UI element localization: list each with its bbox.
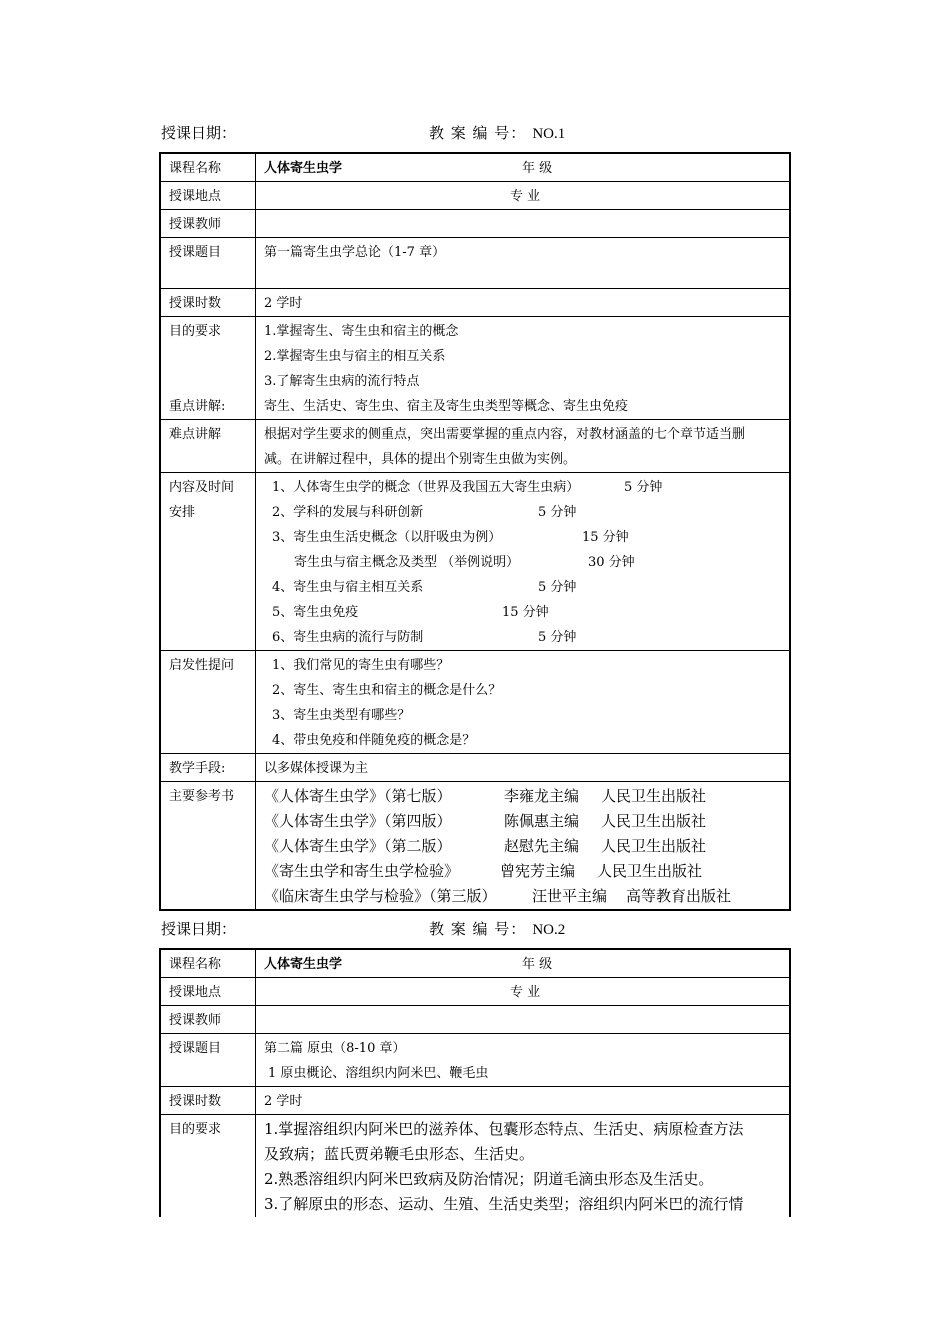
goals-cell	[256, 1115, 791, 1218]
reference-item: 《人体寄生虫学》（第四版） 陈佩惠主编 人民卫生出版社	[264, 812, 707, 830]
content-label-line1: 内容及时间	[169, 480, 235, 495]
goals-label: 目的要求	[169, 324, 222, 339]
date-label: 授课日期：	[161, 124, 237, 142]
lesson-plan-1	[159, 122, 791, 911]
hours-value: 2 学时	[256, 1087, 791, 1115]
topic-cell	[256, 1034, 791, 1087]
teacher-value	[256, 1006, 791, 1034]
grade-label: 年 级	[522, 161, 553, 176]
question-item: 3、寄生虫类型有哪些？	[272, 708, 411, 723]
references-label: 主要参考书	[160, 782, 256, 911]
location-cell	[256, 182, 791, 210]
lesson-plan-2	[159, 918, 791, 1217]
row-course	[160, 949, 790, 978]
content-item: 寄生虫与宿主概念及类型 （举例说明） 30 分钟	[294, 555, 635, 570]
content-label-line2: 安排	[169, 505, 196, 520]
question-item: 2、寄生、寄生虫和宿主的概念是什么？	[272, 683, 502, 698]
location-cell	[256, 978, 791, 1006]
content-cell-label	[160, 473, 256, 651]
location-label: 授课地点	[160, 182, 256, 210]
course-cell	[256, 949, 791, 978]
topic-line: 1 原虫概论、溶组织内阿米巴、鞭毛虫	[268, 1066, 489, 1081]
plan-number-label: 教 案 编 号：	[429, 124, 527, 142]
row-content	[160, 473, 790, 651]
date-label: 授课日期：	[161, 920, 237, 938]
teacher-label: 授课教师	[160, 1006, 256, 1034]
goal-item: 及致病；蓝氏贾弟鞭毛虫形态、生活史。	[264, 1145, 535, 1163]
row-references	[160, 782, 790, 911]
means-value: 以多媒体授课为主	[256, 754, 791, 782]
keypoints-label: 重点讲解:	[169, 399, 226, 414]
row-hours	[160, 289, 790, 317]
hours-label: 授课时数	[160, 289, 256, 317]
hours-label: 授课时数	[160, 1087, 256, 1115]
content-item: 3、寄生虫生活史概念（以肝吸虫为例） 15 分钟	[272, 530, 629, 545]
plan-header	[159, 918, 791, 948]
plan-number-value: NO.1	[532, 126, 566, 142]
content-item: 1、人体寄生虫学的概念（世界及我国五大寄生虫病） 5 分钟	[272, 480, 663, 495]
row-means	[160, 754, 790, 782]
teacher-value	[256, 210, 791, 238]
question-item: 1、我们常见的寄生虫有哪些？	[272, 658, 450, 673]
row-difficult	[160, 420, 790, 473]
row-topic	[160, 238, 790, 289]
goal-item: 2.熟悉溶组织内阿米巴致病及防治情况；阴道毛滴虫形态及生活史。	[264, 1170, 714, 1188]
difficult-line: 根据对学生要求的侧重点，突出需要掌握的重点内容，对教材涵盖的七个章节适当删	[264, 427, 746, 442]
course-cell	[256, 153, 791, 182]
plan-number-value: NO.2	[532, 922, 566, 938]
question-item: 4、带虫免疫和伴随免疫的概念是？	[272, 733, 476, 748]
course-value: 人体寄生虫学	[264, 161, 343, 176]
goal-item: 2.掌握寄生虫与宿主的相互关系	[264, 349, 446, 364]
goals-cell-label	[160, 317, 256, 420]
reference-item: 《人体寄生虫学》（第二版） 赵慰先主编 人民卫生出版社	[264, 837, 707, 855]
course-value: 人体寄生虫学	[264, 957, 343, 972]
row-teacher	[160, 210, 790, 238]
grade-label: 年 级	[522, 957, 553, 972]
topic-line: 第二篇 原虫（8-10 章）	[264, 1041, 406, 1056]
row-course	[160, 153, 790, 182]
plan-number-label: 教 案 编 号：	[429, 920, 527, 938]
goal-item: 1.掌握寄生、寄生虫和宿主的概念	[264, 324, 459, 339]
content-item: 4、寄生虫与宿主相互关系 5 分钟	[272, 580, 577, 595]
content-item: 2、学科的发展与科研创新 5 分钟	[272, 505, 577, 520]
major-label: 专 业	[510, 985, 541, 1000]
topic-label: 授课题目	[160, 1034, 256, 1087]
goals-label: 目的要求	[160, 1115, 256, 1218]
goals-cell	[256, 317, 791, 420]
content-item: 5、寄生虫免疫 15 分钟	[272, 605, 549, 620]
difficult-label: 难点讲解	[160, 420, 256, 473]
questions-label: 启发性提问	[160, 651, 256, 754]
keypoints-value: 寄生、生活史、寄生虫、宿主及寄生虫类型等概念、寄生虫免疫	[264, 399, 629, 414]
topic-label: 授课题目	[160, 238, 256, 289]
goal-item: 1.掌握溶组织内阿米巴的滋养体、包囊形态特点、生活史、病原检查方法	[264, 1120, 744, 1138]
row-location	[160, 978, 790, 1006]
course-label: 课程名称	[160, 153, 256, 182]
reference-item: 《寄生虫学和寄生虫学检验》 曾宪芳主编 人民卫生出版社	[264, 862, 703, 880]
lesson-plan-table	[159, 948, 791, 1217]
major-label: 专 业	[510, 189, 541, 204]
row-hours	[160, 1087, 790, 1115]
topic-value: 第一篇寄生虫学总论（1-7 章）	[256, 238, 791, 289]
questions-cell	[256, 651, 791, 754]
course-label: 课程名称	[160, 949, 256, 978]
row-goals	[160, 317, 790, 420]
row-topic	[160, 1034, 790, 1087]
plan-header	[159, 122, 791, 152]
lesson-plan-table	[159, 152, 791, 911]
content-cell	[256, 473, 791, 651]
row-questions	[160, 651, 790, 754]
means-label: 教学手段:	[160, 754, 256, 782]
reference-item: 《人体寄生虫学》（第七版） 李雍龙主编 人民卫生出版社	[264, 787, 707, 805]
hours-value: 2 学时	[256, 289, 791, 317]
plan-number	[429, 122, 565, 143]
content-item: 6、寄生虫病的流行与防制 5 分钟	[272, 630, 577, 645]
difficult-line: 减。在讲解过程中，具体的提出个别寄生虫做为实例。	[264, 452, 577, 467]
difficult-cell	[256, 420, 791, 473]
reference-item: 《临床寄生虫学与检验》（第三版） 汪世平主编 高等教育出版社	[264, 887, 732, 905]
row-location	[160, 182, 790, 210]
location-label: 授课地点	[160, 978, 256, 1006]
goal-item: 3.了解原虫的形态、运动、生殖、生活史类型；溶组织内阿米巴的流行情	[264, 1195, 744, 1213]
plan-number	[429, 918, 565, 939]
row-teacher	[160, 1006, 790, 1034]
goal-item: 3.了解寄生虫病的流行特点	[264, 374, 420, 389]
references-cell	[256, 782, 791, 911]
teacher-label: 授课教师	[160, 210, 256, 238]
row-goals	[160, 1115, 790, 1218]
